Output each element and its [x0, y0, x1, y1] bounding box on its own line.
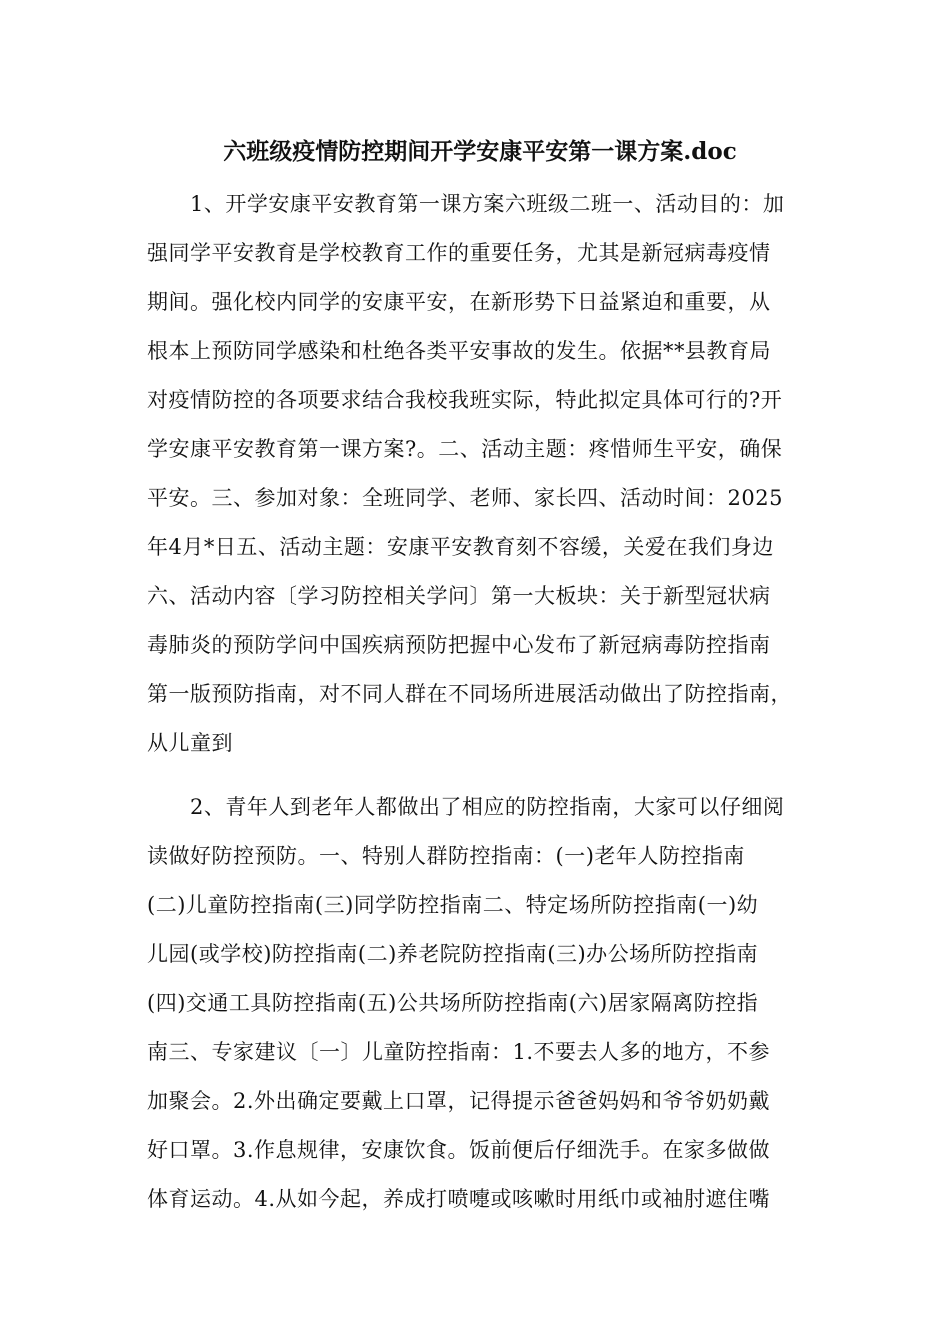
text-line: 第一版预防指南，对不同人群在不同场所进展活动做出了防控指南，	[147, 682, 792, 706]
text-line: 读做好防控预防。一、特别人群防控指南：(一)老年人防控指南	[147, 844, 745, 868]
text-line: 2、青年人到老年人都做出了相应的防控指南，大家可以仔细阅	[147, 795, 785, 819]
text-line: 体育运动。4.从如今起，养成打喷嚏或咳嗽时用纸巾或袖肘遮住嘴	[147, 1187, 771, 1211]
text-line: 1、开学安康平安教育第一课方案六班级二班一、活动目的：加	[147, 192, 785, 216]
text-line: 好口罩。3.作息规律，安康饮食。饭前便后仔细洗手。在家多做做	[147, 1138, 771, 1162]
text-line: 儿园(或学校)防控指南(二)养老院防控指南(三)办公场所防控指南	[147, 942, 759, 966]
text-line: 六、活动内容〔学习防控相关学问〕第一大板块：关于新型冠状病	[147, 584, 771, 608]
text-line: 毒肺炎的预防学问中国疾病预防把握中心发布了新冠病毒防控指南	[147, 633, 771, 657]
text-line: 年4月*日五、活动主题：安康平安教育刻不容缓，关爱在我们身边	[147, 535, 774, 559]
text-line: 强同学平安教育是学校教育工作的重要任务，尤其是新冠病毒疫情	[147, 241, 771, 265]
text-line: (二)儿童防控指南(三)同学防控指南二、特定场所防控指南(一)幼	[147, 893, 759, 917]
text-line: 平安。三、参加对象：全班同学、老师、家长四、活动时间：2025	[147, 486, 783, 510]
text-line: 对疫情防控的各项要求结合我校我班实际，特此拟定具体可行的?开	[147, 388, 783, 412]
document-title: 六班级疫情防控期间开学安康平安第一课方案.doc	[223, 138, 737, 165]
text-line: 加聚会。2.外出确定要戴上口罩，记得提示爸爸妈妈和爷爷奶奶戴	[147, 1089, 771, 1113]
text-line: 从儿童到	[147, 731, 233, 755]
text-line: (四)交通工具防控指南(五)公共场所防控指南(六)居家隔离防控指	[147, 991, 759, 1015]
text-line: 根本上预防同学感染和杜绝各类平安事故的发生。依据**县教育局	[147, 339, 771, 363]
text-line: 期间。强化校内同学的安康平安，在新形势下日益紧迫和重要，从	[147, 290, 771, 314]
text-line: 南三、专家建议〔一〕儿童防控指南：1.不要去人多的地方，不参	[147, 1040, 771, 1064]
text-line: 学安康平安教育第一课方案?。二、活动主题：疼惜师生平安，确保	[147, 437, 783, 461]
